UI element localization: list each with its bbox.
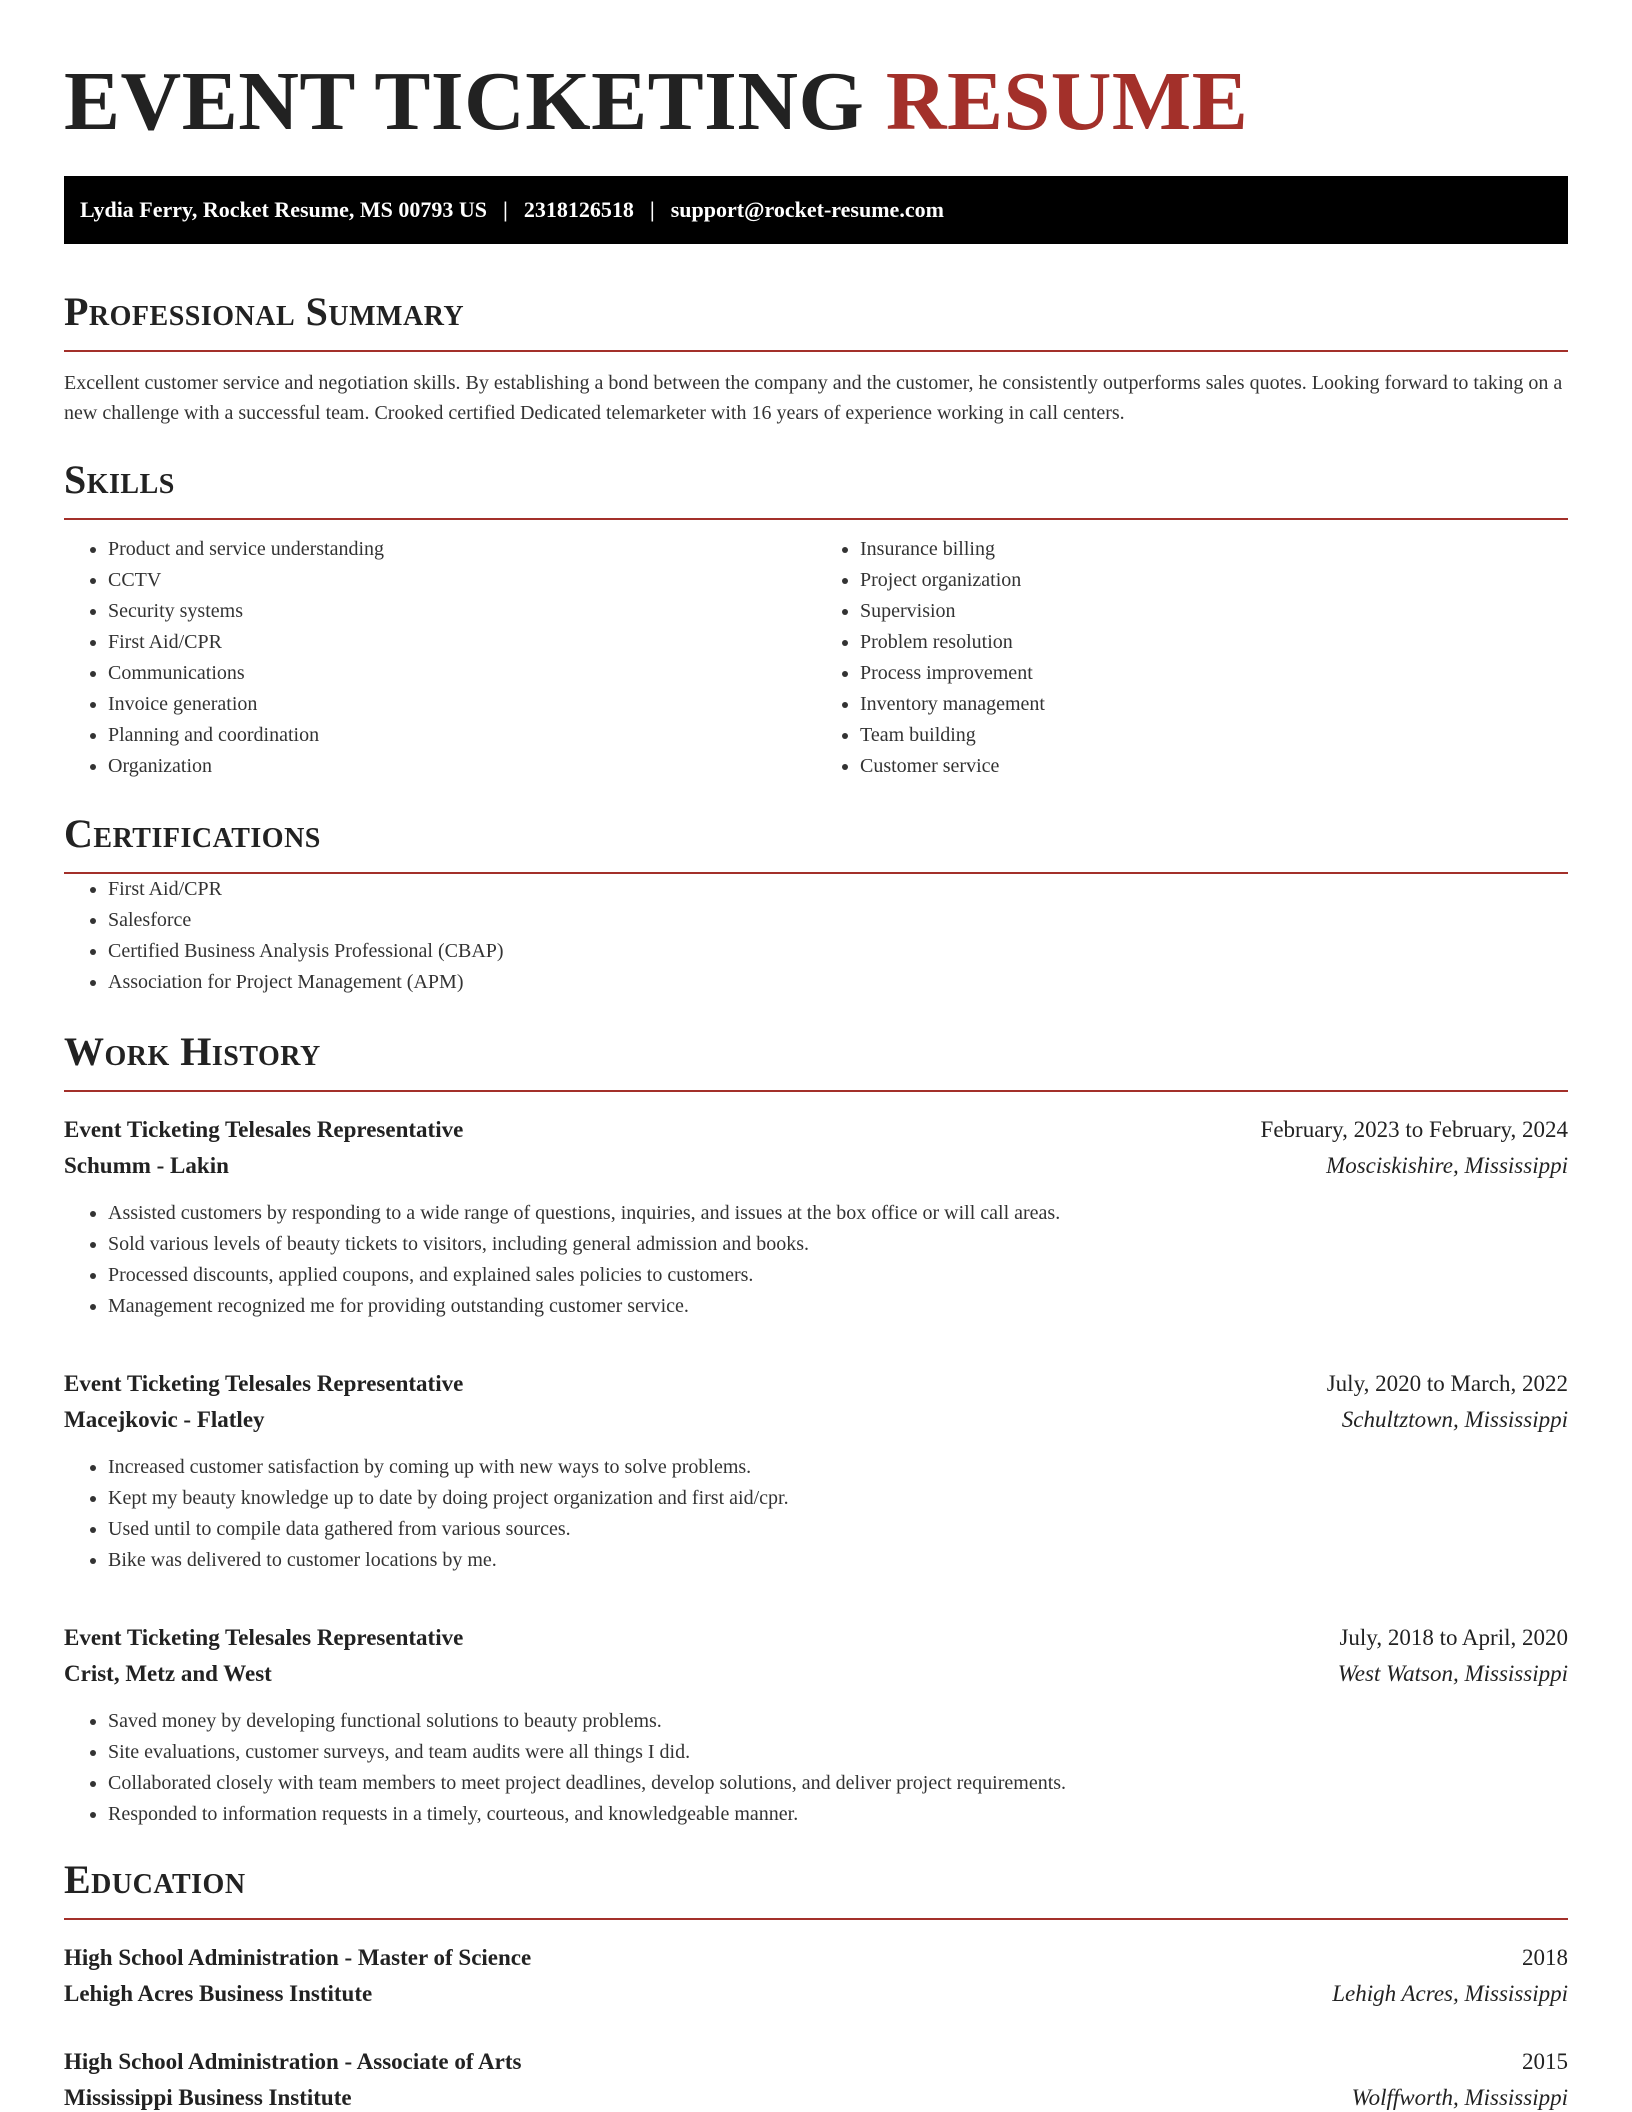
- job-bullet: • Kept my beauty knowledge up to date by doing project organization and first aid/cpr.: [108, 1483, 1568, 1514]
- education-school-row: [64, 2080, 1568, 2112]
- contact-separator: |: [502, 197, 508, 222]
- job-header-row: [64, 1112, 1568, 1148]
- skill-item: • Customer service: [860, 751, 1568, 782]
- education-header-row: [64, 1940, 1568, 1976]
- job-bullet: • Used until to compile data gathered from various sources.: [108, 1514, 1568, 1545]
- job-bullet: • Bike was delivered to customer locations by me.: [108, 1545, 1568, 1576]
- job-title: Event Ticketing Telesales Representative: [64, 1117, 464, 1142]
- section-divider: [64, 350, 1568, 352]
- section-heading: Professional Summary: [64, 289, 465, 334]
- contact-email: support@rocket-resume.com: [670, 197, 944, 222]
- education-entry: [64, 1940, 1568, 2012]
- job-bullet: • Management recognized me for providing outstanding customer service.: [108, 1291, 1568, 1322]
- job-title: Event Ticketing Telesales Representative: [64, 1625, 464, 1650]
- contact-phone: 2318126518: [523, 197, 634, 222]
- skill-item: • Security systems: [108, 596, 816, 627]
- job-header-row: [64, 1366, 1568, 1402]
- job-location: West Watson, Mississippi: [1337, 1661, 1568, 1686]
- job-bullet: • Responded to information requests in a timely, courteous, and knowledgeable manner.: [108, 1799, 1568, 1830]
- contact-address: Lydia Ferry, Rocket Resume, MS 00793 US: [80, 197, 487, 222]
- job-dates: February, 2023 to February, 2024: [1260, 1117, 1568, 1142]
- title-main: EVENT TICKETING: [64, 55, 865, 148]
- job-company-row: [64, 1148, 1568, 1184]
- job-company-row: [64, 1402, 1568, 1438]
- section-divider: [64, 1090, 1568, 1092]
- section-heading: Work History: [64, 1029, 321, 1074]
- education-school: Lehigh Acres Business Institute: [64, 1981, 373, 2006]
- job-company: Schumm - Lakin: [64, 1153, 229, 1178]
- education-header-row: [64, 2044, 1568, 2080]
- job-bullet: • Increased customer satisfaction by coming up with new ways to solve problems.: [108, 1452, 1568, 1483]
- certification-item: • First Aid/CPR: [108, 874, 1568, 905]
- resume-title: [64, 52, 1568, 152]
- job-header-row: [64, 1620, 1568, 1656]
- title-accent: RESUME: [885, 55, 1249, 148]
- skill-item: • First Aid/CPR: [108, 627, 816, 658]
- skill-item: • Supervision: [860, 596, 1568, 627]
- skills-list-right: [816, 534, 1568, 782]
- job-bullets: [64, 1706, 1568, 1830]
- skill-item: • CCTV: [108, 565, 816, 596]
- job-location: Mosciskishire, Mississippi: [1326, 1153, 1568, 1178]
- job-title: Event Ticketing Telesales Representative: [64, 1371, 464, 1396]
- certification-item: • Association for Project Management (APM): [108, 967, 1568, 998]
- job-dates: July, 2020 to March, 2022: [1326, 1371, 1568, 1396]
- section-divider: [64, 518, 1568, 520]
- education-degree: High School Administration - Associate of Arts: [64, 2049, 522, 2074]
- skills-columns: [64, 534, 1568, 782]
- professional-summary-section: [64, 288, 1568, 428]
- certification-item: • Certified Business Analysis Professional (CBAP): [108, 936, 1568, 967]
- education-school: Mississippi Business Institute: [64, 2085, 352, 2110]
- job-company-row: [64, 1656, 1568, 1692]
- skill-item: • Team building: [860, 720, 1568, 751]
- job-bullet: • Processed discounts, applied coupons, and explained sales policies to customers.: [108, 1260, 1568, 1291]
- skill-item: • Communications: [108, 658, 816, 689]
- skill-item: • Problem resolution: [860, 627, 1568, 658]
- certification-item: • Salesforce: [108, 905, 1568, 936]
- skill-item: • Inventory management: [860, 689, 1568, 720]
- job-bullet: • Assisted customers by responding to a wide range of questions, inquiries, and issues at the box office or will call areas.: [108, 1198, 1568, 1229]
- job-bullet: • Saved money by developing functional solutions to beauty problems.: [108, 1706, 1568, 1737]
- education-degree: High School Administration - Master of Science: [64, 1945, 532, 1970]
- contact-bar: [64, 176, 1568, 244]
- certifications-list: [64, 874, 1568, 998]
- skills-section: [64, 456, 1568, 782]
- education-entry: [64, 2044, 1568, 2112]
- skill-item: • Invoice generation: [108, 689, 816, 720]
- contact-separator: |: [649, 197, 655, 222]
- job-entry: [64, 1366, 1568, 1576]
- skill-item: • Planning and coordination: [108, 720, 816, 751]
- job-bullet: • Collaborated closely with team members to meet project deadlines, develop solutions, and deliver project requirements.: [108, 1768, 1568, 1799]
- skill-item: • Project organization: [860, 565, 1568, 596]
- work-history-section: [64, 1028, 1568, 1830]
- job-company: Crist, Metz and West: [64, 1661, 272, 1686]
- job-bullet: • Site evaluations, customer surveys, and team audits were all things I did.: [108, 1737, 1568, 1768]
- job-bullets: [64, 1198, 1568, 1322]
- skill-item: • Process improvement: [860, 658, 1568, 689]
- job-bullets: [64, 1452, 1568, 1576]
- skill-item: • Product and service understanding: [108, 534, 816, 565]
- job-entry: [64, 1620, 1568, 1830]
- section-divider: [64, 1918, 1568, 1920]
- job-location: Schultztown, Mississippi: [1341, 1407, 1568, 1432]
- education-location: Wolffworth, Mississippi: [1351, 2085, 1568, 2110]
- education-section: [64, 1856, 1568, 2112]
- job-company: Macejkovic - Flatley: [64, 1407, 265, 1432]
- education-location: Lehigh Acres, Mississippi: [1332, 1981, 1568, 2006]
- summary-text: Excellent customer service and negotiation skills. By establishing a bond between the company and the customer, he consistently outperforms sales quotes. Looking forward to taking on a new challenge with a successful team. Crooked certified Dedicated telemarketer with 16 years of experience working in call centers.: [64, 372, 1563, 424]
- section-heading: Certifications: [64, 811, 321, 856]
- section-heading: Education: [64, 1857, 246, 1902]
- job-entry: [64, 1112, 1568, 1322]
- skills-list-left: [64, 534, 816, 782]
- job-dates: July, 2018 to April, 2020: [1339, 1625, 1568, 1650]
- education-year: 2018: [1522, 1945, 1568, 1970]
- job-bullet: • Sold various levels of beauty tickets to visitors, including general admission and books.: [108, 1229, 1568, 1260]
- skill-item: • Insurance billing: [860, 534, 1568, 565]
- education-school-row: [64, 1976, 1568, 2012]
- section-heading: Skills: [64, 457, 175, 502]
- education-year: 2015: [1522, 2049, 1568, 2074]
- skill-item: • Organization: [108, 751, 816, 782]
- certifications-section: [64, 810, 1568, 998]
